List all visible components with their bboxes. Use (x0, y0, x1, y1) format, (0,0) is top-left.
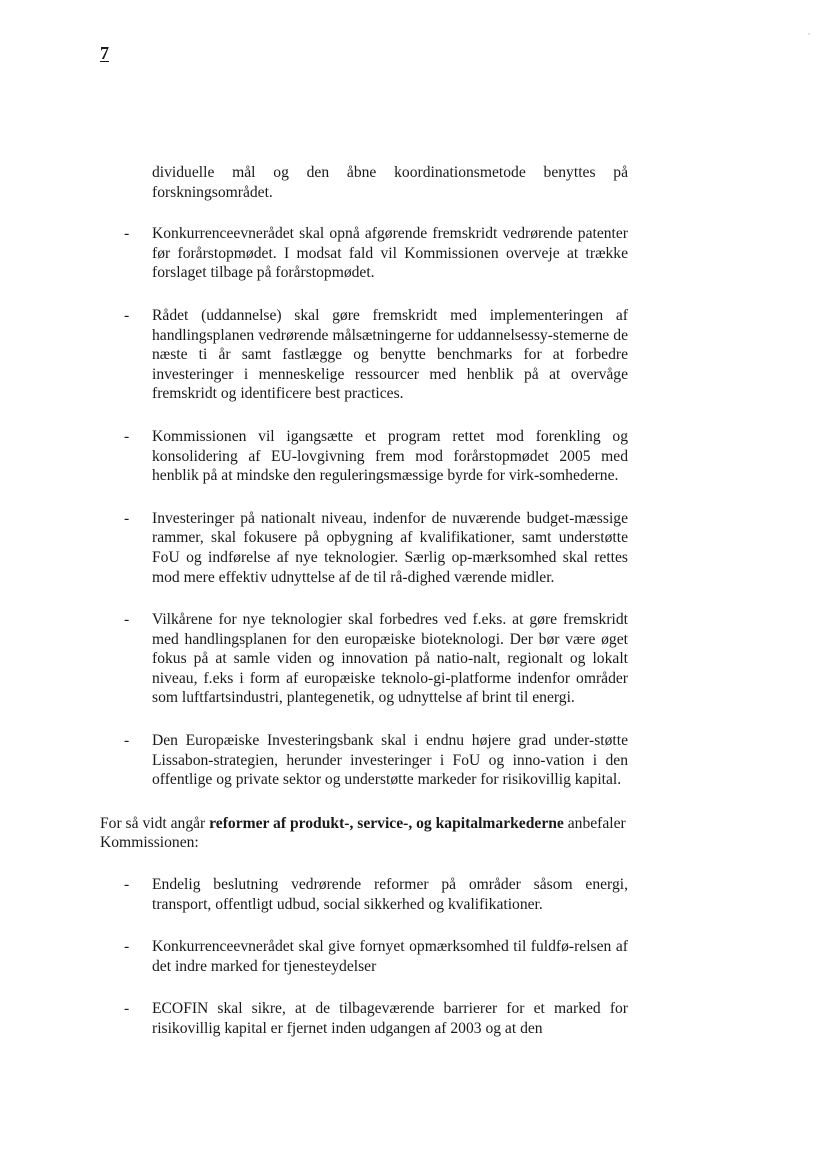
scan-speck (808, 33, 810, 35)
bullet-text: Den Europæiske Investeringsbank skal i endnu højere grad under-støtte Lissabon-strategien, herunder investeringer i FoU og inno-vation i den offentlige og private sektor og understøtte markeder for risikovillig kapital. (152, 732, 628, 789)
bullet-dash: - (124, 611, 130, 629)
page-body (100, 163, 628, 1039)
bullet-text: Konkurrenceevnerådet skal give fornyet opmærksomhed til fuldfø-relsen af det indre marked for tjenesteydelser (152, 938, 628, 975)
intro-text-after: anbefaler Kommissionen: (100, 814, 626, 852)
bullet-item (100, 937, 628, 976)
bullet-dash: - (124, 306, 130, 324)
bullet-item (100, 610, 628, 708)
intro-bold-topic: reformer af produkt-, service-, og kapitalmarkederne (209, 814, 564, 832)
bullet-item (100, 731, 628, 790)
bullet-text: Rådet (uddannelse) skal gøre fremskridt med implementeringen af handlingsplanen vedrørende målsætningerne for uddannelsessy-stemerne de næste ti år samt fastlægge og benytte benchmarks for at forbedre investeringer i menneskelige ressourcer med henblik på at overvåge fremskridt og identificere best practices. (152, 306, 628, 403)
bullet-dash: - (124, 509, 130, 527)
bullet-item (100, 427, 628, 486)
bullet-item (100, 306, 628, 404)
bullet-dash: - (124, 732, 130, 750)
bullet-item (100, 224, 628, 283)
bullet-item (100, 509, 628, 587)
page-number: 7 (100, 43, 109, 63)
intro-text-before: For så vidt angår (100, 814, 210, 832)
bullet-text: Investeringer på nationalt niveau, indenfor de nuværende budget-mæssige rammer, skal fokusere på opbygning af kvalifikationer, samt understøtte FoU og indførelse af nye teknologier. Særlig op-mærksomhed skal rettes mod mere effektiv udnyttelse af de til rå-dighed værende midler. (152, 509, 628, 586)
bullet-text: Vilkårene for nye teknologier skal forbedres ved f.eks. at gøre fremskridt med handlingsplanen for den europæiske bioteknologi. Der bør være øget fokus på at samle viden og innovation på natio-nalt, regionalt og lokalt niveau, f.eks i form af europæiske teknolo-gi-platforme indenfor områder som luftfartsindustri, plantegenetik, og udnyttelse af brint til energi. (152, 611, 628, 707)
bullet-text: Kommissionen vil igangsætte et program rettet mod forenkling og konsolidering af EU-lovgivning frem mod forårstopmødet 2005 med henblik på at mindske den reguleringsmæssige byrde for virk-somhederne. (152, 427, 628, 485)
bullet-text: Endelig beslutning vedrørende reformer på områder såsom energi, transport, offentligt udbud, social sikkerhed og kvalifikationer. (152, 876, 628, 913)
bullet-dash: - (124, 427, 130, 445)
bullet-text: ECOFIN skal sikre, at de tilbageværende barrierer for et marked for risikovillig kapital er fjernet inden udgangen af 2003 og at den (152, 1000, 628, 1037)
bullet-item (100, 999, 628, 1038)
bullet-dash: - (124, 1000, 130, 1018)
bullet-item (100, 875, 628, 914)
bullet-dash: - (124, 938, 130, 956)
continuation-paragraph: dividuelle mål og den åbne koordinationsmetode benyttes på forskningsområdet. (152, 164, 628, 201)
bullet-dash: - (124, 225, 130, 243)
bullet-text: Konkurrenceevnerådet skal opnå afgørende fremskridt vedrørende patenter før forårstopmødet. I modsat fald vil Kommissionen overveje at trække forslaget tilbage på forårstopmødet. (152, 225, 628, 282)
intro-paragraph (100, 814, 628, 853)
bullet-dash: - (124, 876, 130, 894)
